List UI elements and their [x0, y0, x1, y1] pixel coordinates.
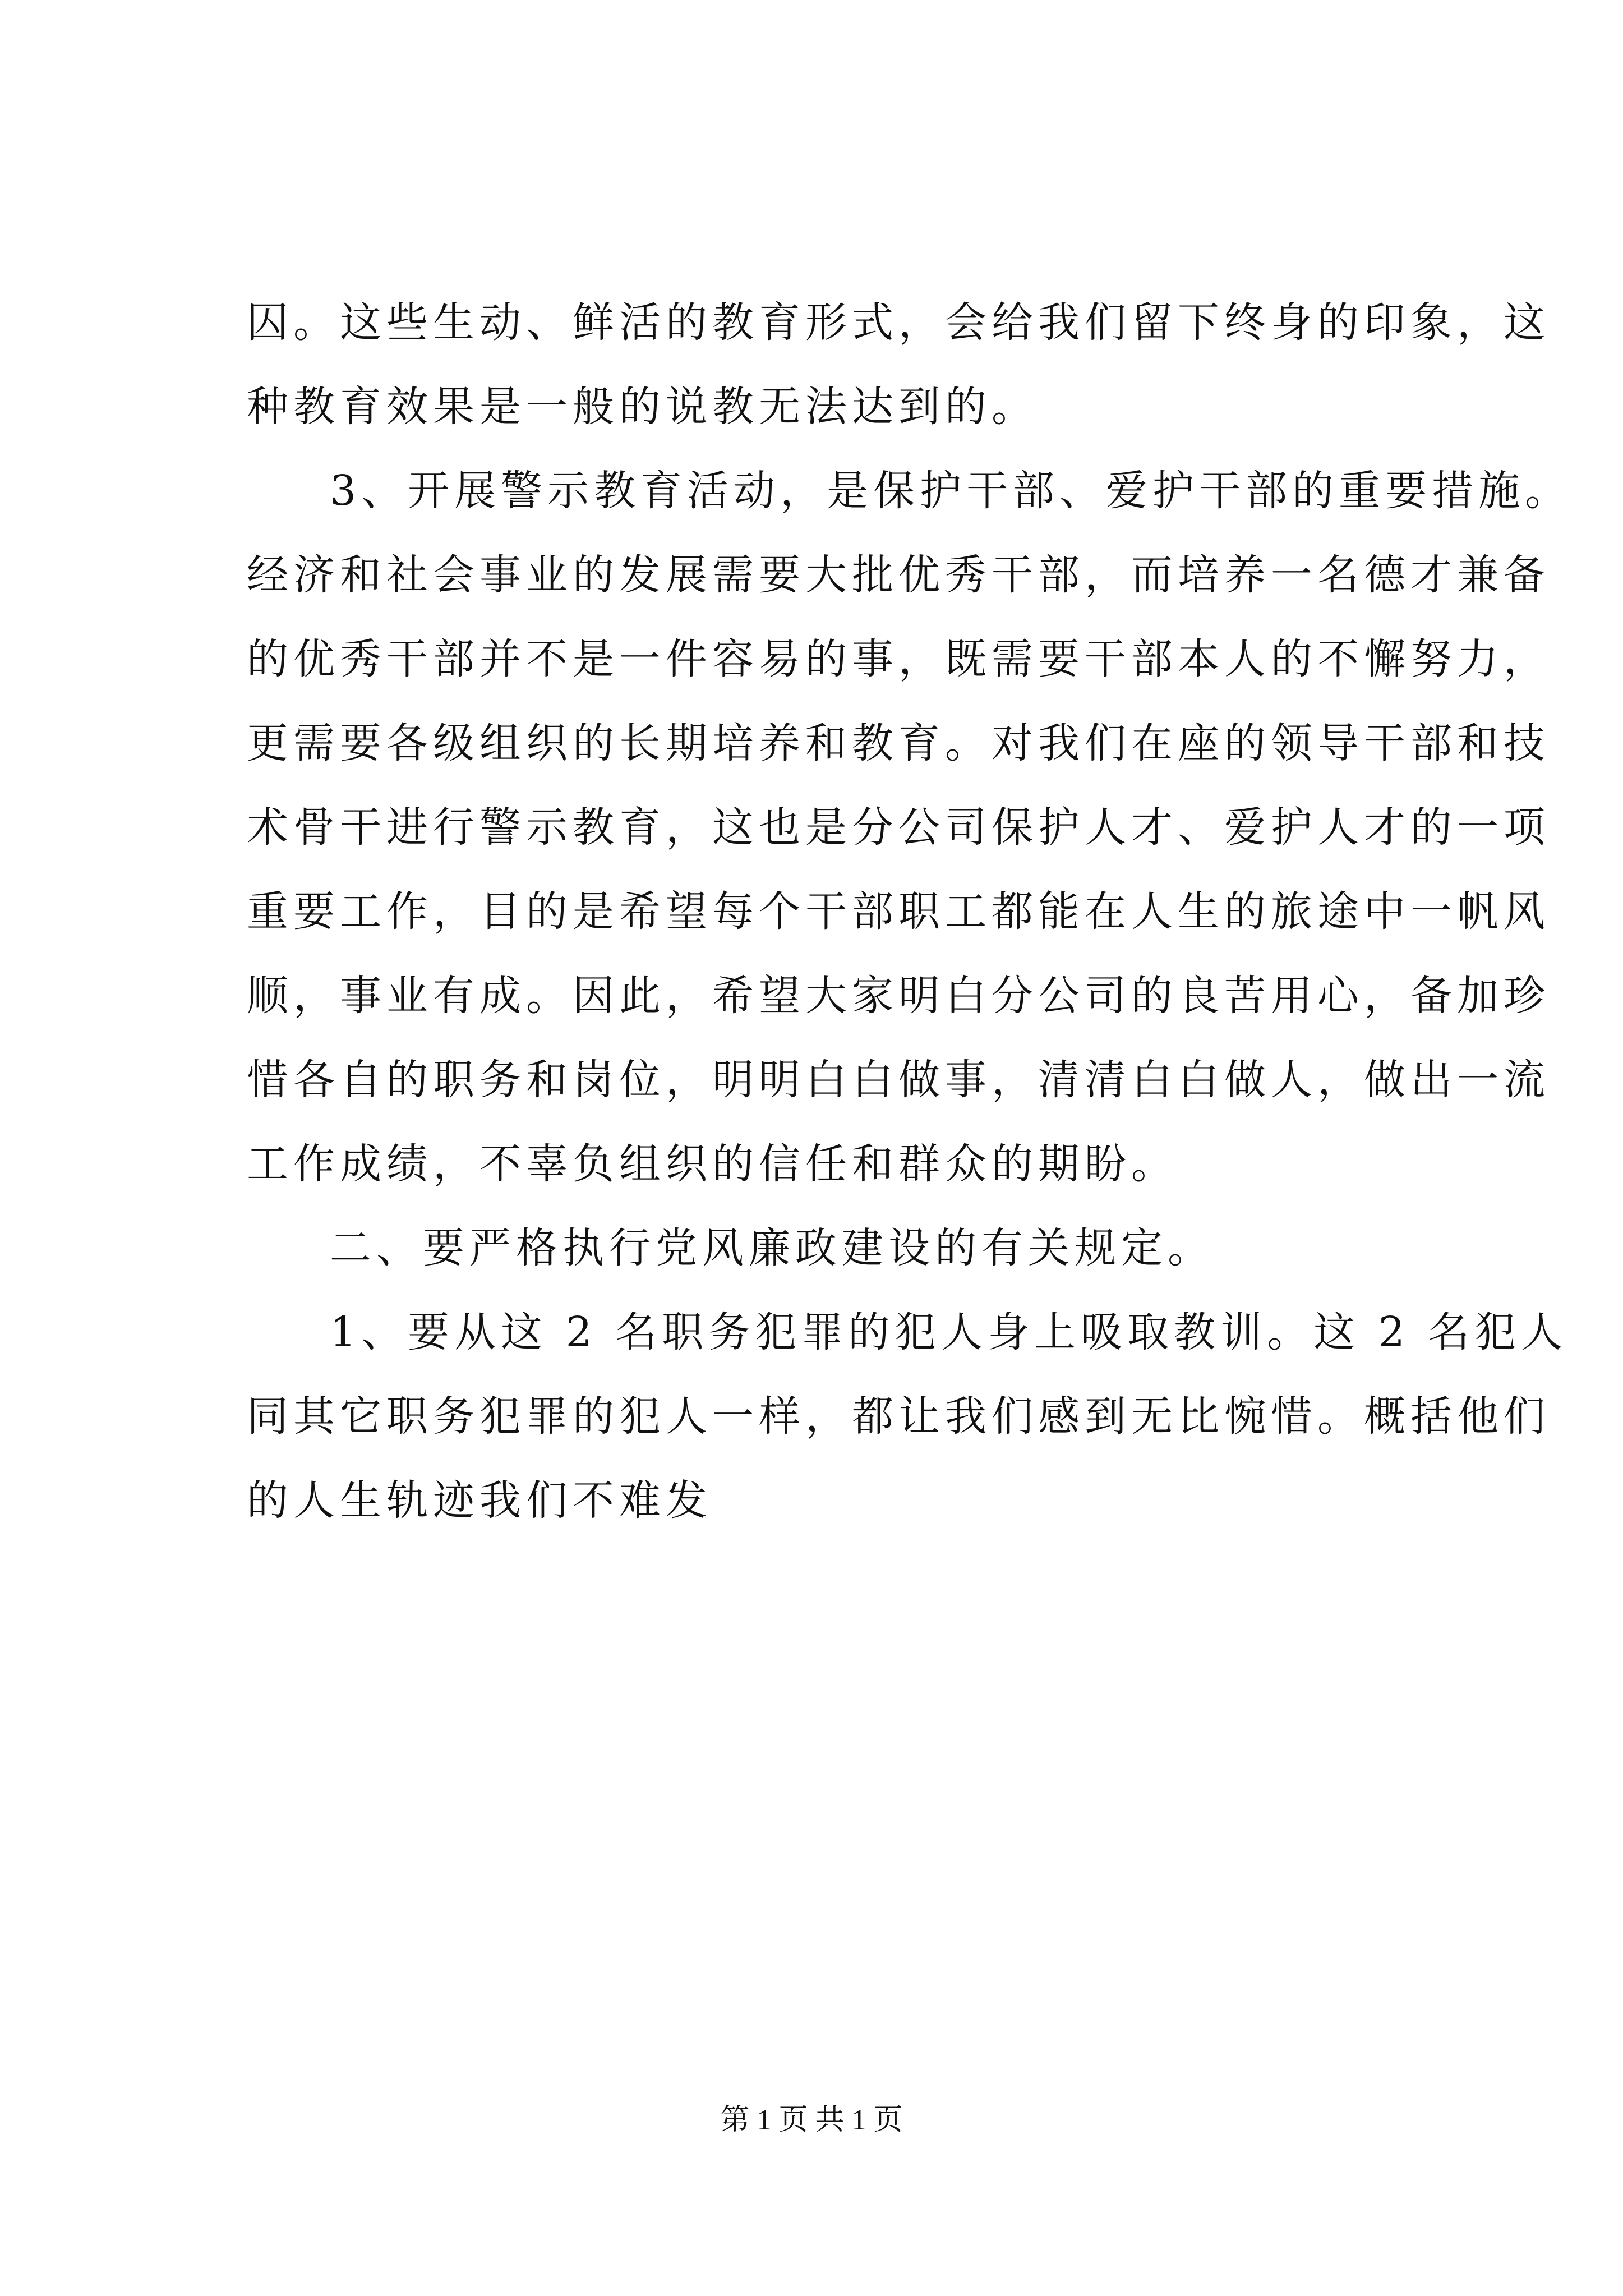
text-line: 术骨干进行警示教育，这也是分公司保护人才、爱护人才的一项 [247, 803, 1550, 852]
paragraph-start-line: 3、开展警示教育活动，是保护干部、爱护干部的重要措施。 [330, 467, 1572, 515]
paragraph-start-line: 1、要从这 2 名职务犯罪的犯人身上吸取教训。这 2 名犯人 [330, 1308, 1568, 1356]
page-footer [0, 2098, 1623, 2143]
text-line: 囚。这些生动、鲜活的教育形式，会给我们留下终身的印象，这 [247, 298, 1550, 347]
text-line: 的人生轨迹我们不难发 [247, 1476, 712, 1525]
text-line: 惜各自的职务和岗位，明明白白做事，清清白白做人，做出一流 [247, 1056, 1550, 1104]
page-number-label: 第 1 页 共 1 页 [720, 2104, 903, 2136]
text-line: 重要工作，目的是希望每个干部职工都能在人生的旅途中一帆风 [247, 887, 1550, 936]
text-line: 经济和社会事业的发展需要大批优秀干部，而培养一名德才兼备 [247, 551, 1550, 599]
text-line: 的优秀干部并不是一件容易的事，既需要干部本人的不懈努力， [247, 635, 1550, 683]
text-line: 同其它职务犯罪的犯人一样，都让我们感到无比惋惜。概括他们 [247, 1392, 1550, 1441]
text-line: 顺，事业有成。因此，希望大家明白分公司的良苦用心，备加珍 [247, 972, 1550, 1020]
text-line: 更需要各级组织的长期培养和教育。对我们在座的领导干部和技 [247, 719, 1550, 767]
section-heading: 二、要严格执行党风廉政建设的有关规定。 [330, 1224, 1214, 1272]
text-line: 种教育效果是一般的说教无法达到的。 [247, 383, 1038, 431]
text-line: 工作成绩，不辜负组织的信任和群众的期盼。 [247, 1140, 1178, 1188]
body-text [247, 280, 1572, 1543]
